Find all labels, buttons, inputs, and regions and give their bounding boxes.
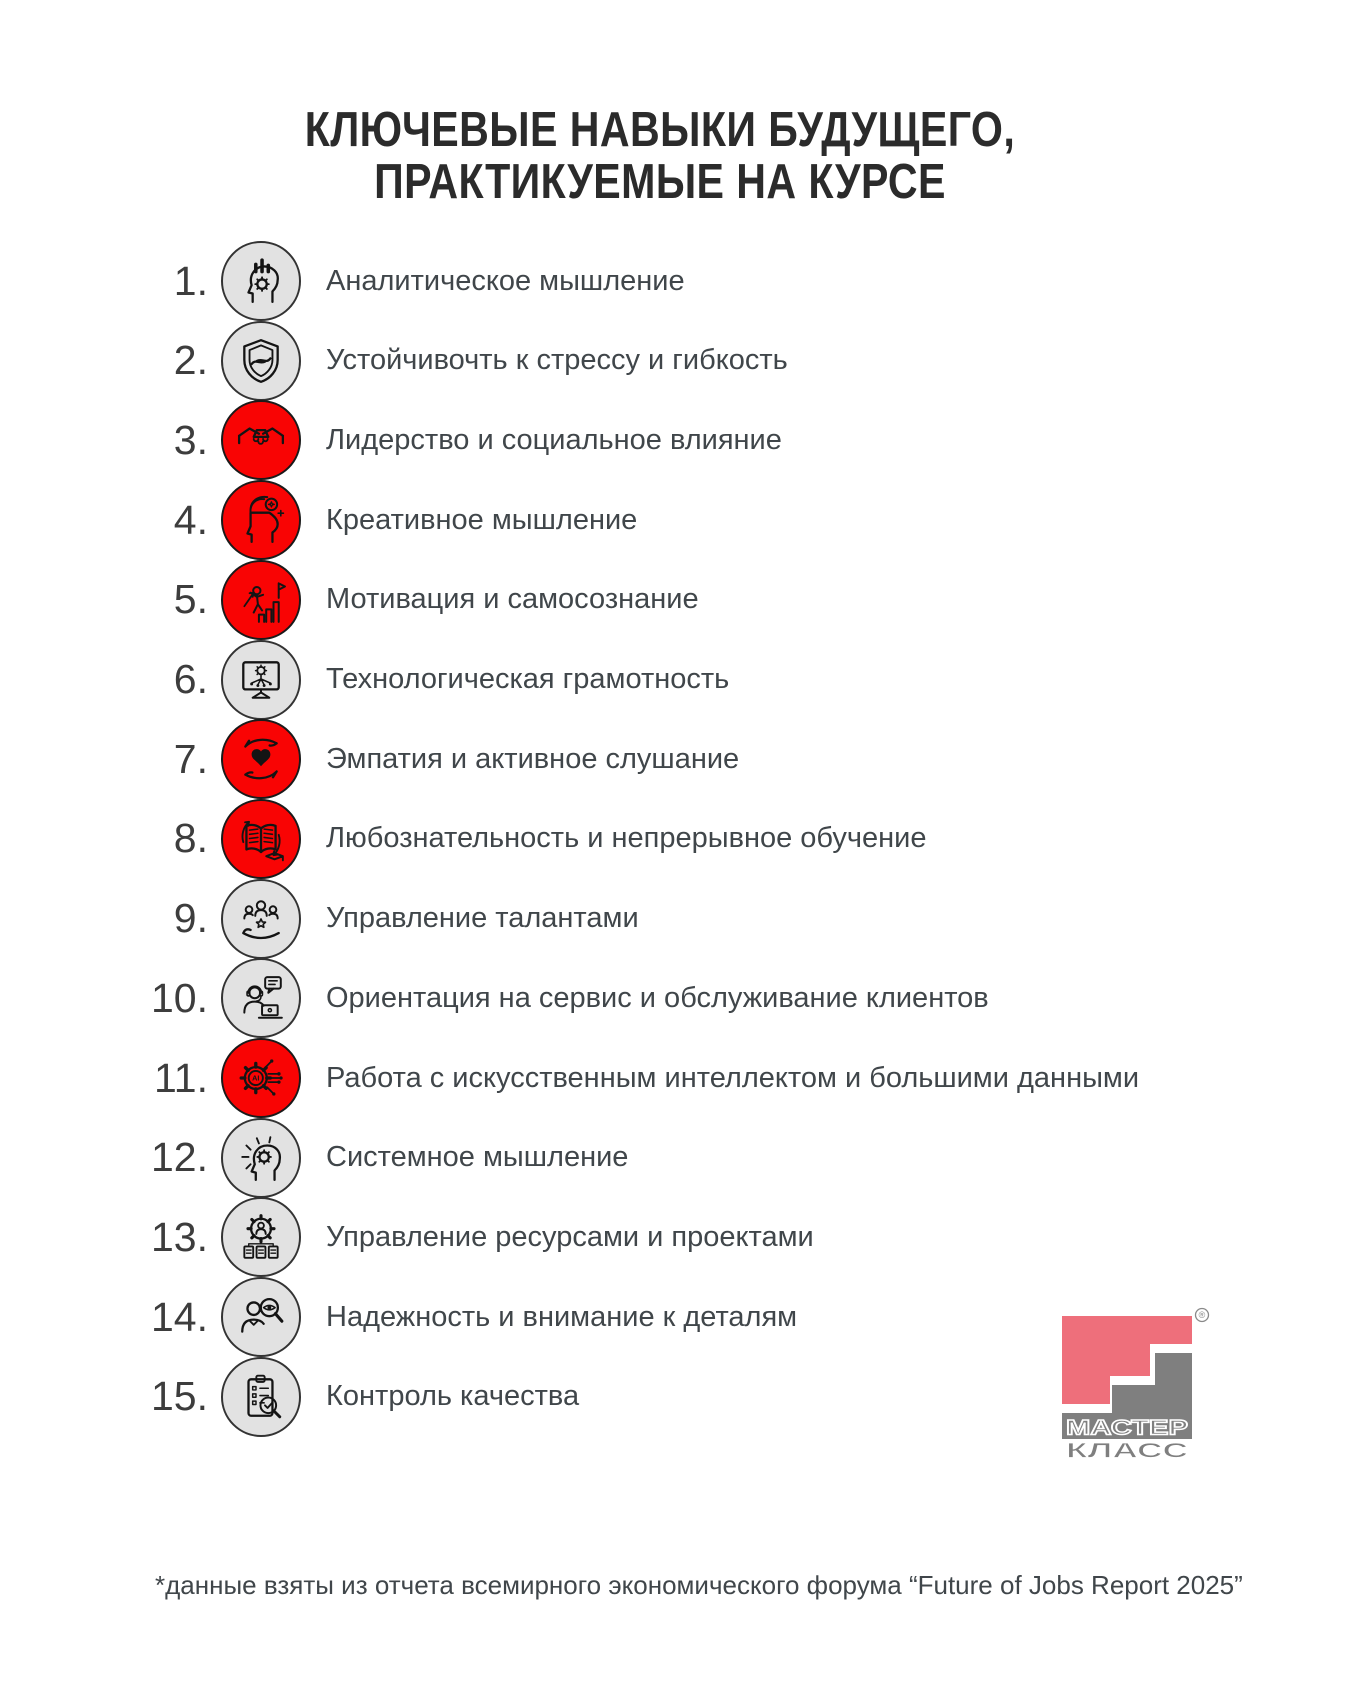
clipboard-check-icon xyxy=(236,1372,286,1422)
item-icon-circle xyxy=(221,321,301,401)
list-item xyxy=(128,321,788,401)
item-icon-circle xyxy=(221,1357,301,1437)
item-label: Устойчивочть к стрессу и гибкость xyxy=(326,344,788,377)
item-number: 7. xyxy=(173,735,208,782)
item-icon-circle xyxy=(221,241,301,321)
item-number: 11. xyxy=(154,1054,208,1101)
item-label: Надежность и внимание к деталям xyxy=(326,1300,798,1333)
staircase-logo-icon xyxy=(1058,1306,1218,1462)
list-item xyxy=(128,719,739,799)
list-item xyxy=(128,1197,814,1277)
list-item xyxy=(128,241,685,321)
shield-hands-icon xyxy=(236,336,286,386)
item-icon-circle xyxy=(221,1197,301,1277)
item-number: 9. xyxy=(173,895,208,942)
page-title-line2: ПРАКТИКУЕМЫЕ НА КУРСЕ xyxy=(374,155,946,209)
creative-head-icon xyxy=(236,495,286,545)
list-item xyxy=(128,1038,1139,1118)
item-icon-circle xyxy=(221,879,301,959)
item-icon-circle xyxy=(221,958,301,1038)
ai-gear-icon xyxy=(236,1053,286,1103)
monitor-gear-icon xyxy=(236,655,286,705)
item-number: 3. xyxy=(173,416,208,463)
item-number: 8. xyxy=(173,815,208,862)
open-book-icon xyxy=(236,814,286,864)
person-magnifier-icon xyxy=(236,1292,286,1342)
list-item xyxy=(128,1357,579,1437)
head-gear-chart-icon xyxy=(236,256,286,306)
item-icon-circle xyxy=(221,560,301,640)
item-label: Ориентация на сервис и обслуживание клиентов xyxy=(326,981,989,1014)
item-icon-circle xyxy=(221,1038,301,1118)
item-icon-circle xyxy=(221,1277,301,1357)
item-label: Лидерство и социальное влияние xyxy=(326,423,782,456)
item-number: 5. xyxy=(173,576,208,623)
list-item xyxy=(128,1277,797,1357)
master-class-logo xyxy=(1058,1306,1218,1467)
item-number: 6. xyxy=(173,656,208,702)
handshake-icon xyxy=(236,415,286,465)
item-number: 13. xyxy=(151,1213,208,1260)
item-icon-circle xyxy=(221,799,301,879)
list-item xyxy=(128,799,927,879)
item-number: 4. xyxy=(173,496,208,543)
item-number: 10. xyxy=(151,974,208,1021)
list-item xyxy=(128,400,782,480)
registered-mark: ® xyxy=(1198,1310,1206,1321)
list-item xyxy=(128,480,637,560)
logo-text-klass: КЛАСС xyxy=(1066,1439,1188,1462)
logo-text-master: МАСТЕР xyxy=(1066,1416,1188,1440)
item-label: Технологическая грамотность xyxy=(326,663,730,695)
support-agent-icon xyxy=(236,973,286,1023)
gear-person-docs-icon xyxy=(236,1212,286,1262)
hand-people-star-icon xyxy=(236,894,286,944)
item-icon-circle xyxy=(221,480,301,560)
item-number: 2. xyxy=(173,337,208,384)
list-item xyxy=(128,560,699,640)
item-label: Системное мышление xyxy=(326,1141,629,1174)
item-label: Эмпатия и активное слушание xyxy=(326,742,740,775)
head-gear-idea-icon xyxy=(236,1133,286,1183)
list-item xyxy=(128,1118,628,1198)
list-item xyxy=(128,958,989,1038)
item-icon-circle xyxy=(221,640,301,720)
list-item xyxy=(128,879,639,959)
item-number: 12. xyxy=(151,1134,208,1181)
item-label: Управление ресурсами и проектами xyxy=(326,1220,814,1253)
hands-heart-icon xyxy=(236,734,286,784)
footnote: *данные взяты из отчета всемирного экономического форума “Future of Jobs Report 2025” xyxy=(155,1570,1243,1600)
item-label: Аналитическое мышление xyxy=(326,264,685,297)
item-icon-circle xyxy=(221,400,301,480)
item-icon-circle xyxy=(221,1118,301,1198)
person-flag-chart-icon xyxy=(236,575,286,625)
item-icon-circle xyxy=(221,719,301,799)
item-number: 15. xyxy=(151,1373,208,1420)
list-item xyxy=(128,640,729,720)
item-number: 14. xyxy=(151,1293,208,1340)
page-title-line1: КЛЮЧЕВЫЕ НАВЫКИ БУДУЩЕГО, xyxy=(304,103,1016,157)
item-label: Управление талантами xyxy=(326,902,639,935)
item-label: Любознательность и непрерывное обучение xyxy=(326,822,927,855)
item-number: 1. xyxy=(173,257,208,304)
item-label: Креативное мышление xyxy=(326,503,638,536)
item-label: Мотивация и самосознание xyxy=(326,583,699,616)
item-label: Работа с искусственным интеллектом и большими данными xyxy=(326,1061,1140,1094)
item-label: Контроль качества xyxy=(326,1380,580,1413)
